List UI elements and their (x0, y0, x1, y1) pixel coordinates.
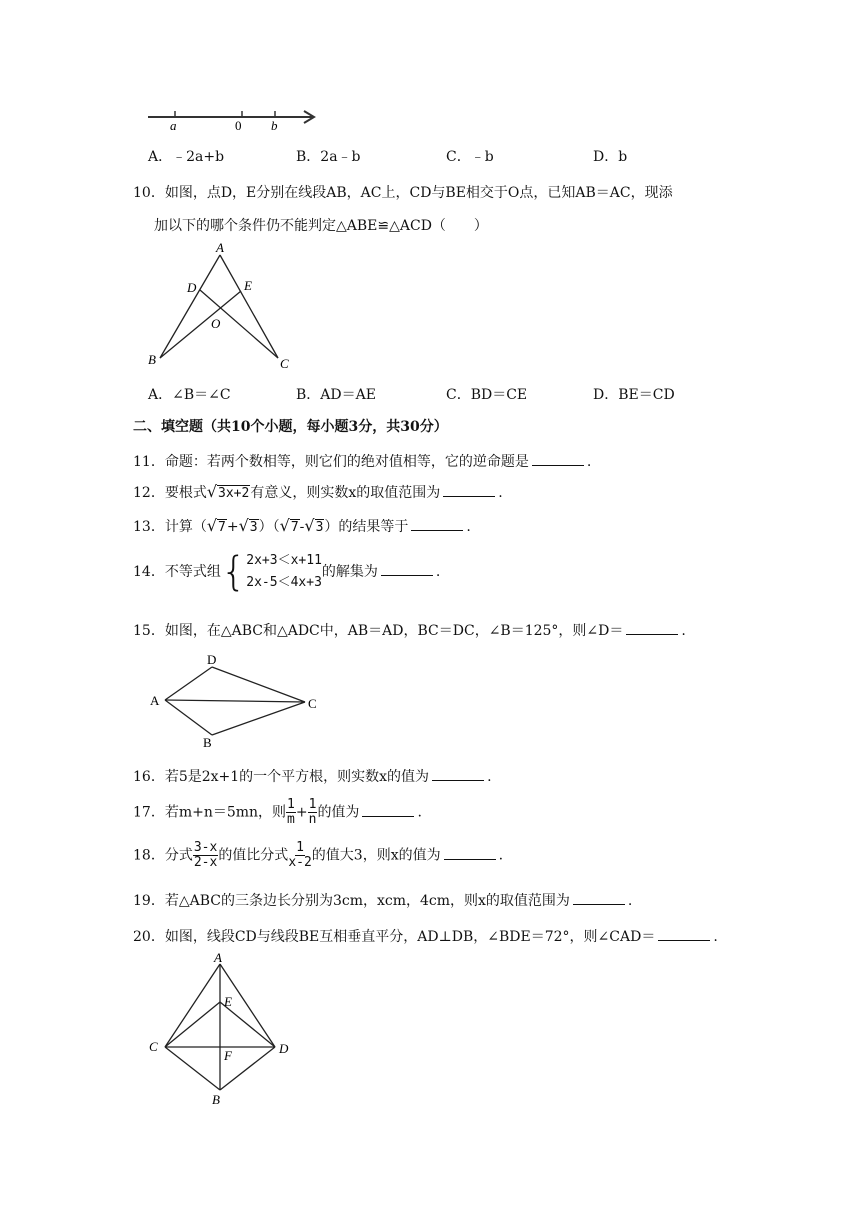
q18-mid: 的值比分式 (218, 847, 289, 864)
q9-option-b: B．2a﹣b (296, 149, 361, 165)
q10-triangle-figure (140, 240, 300, 375)
q16-text: 16．若5是2x+1的一个平方根，则实数x的值为 (133, 769, 430, 785)
q18-n1: 3-x (193, 840, 218, 855)
q12-end: . (498, 485, 503, 501)
q11-end: . (586, 454, 592, 470)
numberline-label-b: b (271, 118, 278, 133)
q19-end: . (627, 893, 633, 909)
q20-label-a: A (214, 952, 222, 965)
q18-end: . (498, 847, 504, 864)
q15-label-d: D (207, 652, 217, 667)
q10-line1: 10．如图，点D，E分别在线段AB，AC上，CD与BE相交于O点，已知AB＝AC，现添 (133, 185, 673, 201)
q12 (133, 482, 503, 502)
q17-end: . (417, 804, 422, 821)
q14-post: 的解集为 (321, 564, 378, 580)
q18-fraction-1 (193, 841, 218, 870)
q14-end: . (435, 564, 441, 580)
radical-sign: √ (238, 516, 249, 535)
q13-mid: ）（ (258, 519, 280, 535)
q10-label-b: B (148, 352, 156, 367)
q15-label-a: A (150, 693, 160, 708)
q19 (133, 890, 632, 910)
q19-text: 19．若△ABC的三条边长分别为3cm，xcm，4cm，则x的取值范围为 (133, 893, 570, 909)
q13-pre: 13．计算（ (133, 519, 207, 535)
q16-end: . (487, 769, 492, 785)
q14-pre: 14．不等式组 (133, 564, 221, 580)
q17-n2: 1 (308, 797, 317, 812)
q18-fraction-2 (288, 841, 311, 870)
q14-row2: 2x-5＜4x+3 (246, 575, 322, 590)
numberline-label-0: 0 (235, 118, 242, 133)
q20-label-b: B (212, 1092, 220, 1107)
q18-d2: x-2 (288, 855, 312, 870)
q17 (133, 798, 422, 827)
q14 (133, 550, 440, 594)
q20-label-f: F (224, 1048, 232, 1063)
q13-r4: 3 (315, 520, 324, 535)
q17-d2: n (308, 812, 317, 827)
q15 (133, 620, 686, 640)
q10-label-d: D (187, 280, 197, 295)
q18-answer-blank (444, 847, 496, 860)
q9-option-c: C．﹣b (446, 149, 494, 165)
q11-text: 11．命题：若两个数相等，则它们的绝对值相等，它的逆命题是 (133, 454, 529, 470)
q13-minus: - (299, 519, 305, 535)
q13-r1: 7 (218, 520, 226, 535)
q10-label-o: O (211, 316, 221, 331)
q19-answer-blank (573, 892, 625, 905)
q12-radicand: 3x+2 (218, 486, 250, 501)
q17-n1: 1 (287, 797, 295, 812)
q13-r3: 7 (290, 520, 299, 535)
q15-answer-blank (626, 622, 678, 635)
q9-option-a: A．﹣2a+b (148, 149, 225, 165)
q20-kite-figure (140, 952, 300, 1107)
q20-label-d: D (279, 1041, 289, 1056)
q17-pre: 17．若m+n＝5mn，则 (133, 804, 287, 821)
q10-label-c: C (280, 356, 289, 371)
q17-answer-blank (362, 804, 414, 817)
q13 (133, 516, 471, 536)
radical-sign: √ (304, 516, 315, 535)
q20-label-c: C (149, 1039, 158, 1054)
q20-label-e: E (224, 994, 232, 1009)
brace-icon: { (220, 549, 247, 595)
q18-pre: 18．分式 (133, 847, 193, 864)
q18-post: 的值大3，则x的值为 (311, 847, 441, 864)
q9-option-d: D．b (593, 149, 628, 165)
q15-end: . (681, 623, 686, 639)
q20-answer-blank (658, 928, 710, 941)
numberline-label-a: a (170, 118, 177, 133)
q10-label-e: E (244, 278, 252, 293)
q14-answer-blank (381, 563, 433, 576)
inequality-system (221, 550, 322, 594)
q20 (133, 926, 718, 946)
q10-label-a: A (216, 240, 224, 255)
q11 (133, 451, 591, 471)
q15-label-c: C (308, 696, 317, 711)
q17-fraction-2 (308, 798, 318, 827)
q18 (133, 841, 503, 870)
q15-text: 15．如图，在△ABC和△ADC中，AB＝AD，BC＝DC，∠B＝125°，则∠D＝ (133, 623, 624, 639)
q10-line2: 加以下的哪个条件仍不能判定△ABE≌△ACD（ ） (154, 218, 488, 234)
q17-plus: + (295, 804, 308, 821)
q13-plus: + (226, 519, 239, 535)
q20-text: 20．如图，线段CD与线段BE互相垂直平分，AD⊥DB，∠BDE＝72°，则∠CAD＝ (133, 929, 656, 945)
q12-answer-blank (443, 484, 495, 497)
radical-sign: √ (279, 516, 290, 535)
radical-sign: √ (206, 482, 218, 501)
q16-answer-blank (432, 768, 484, 781)
q13-r2: 3 (249, 520, 258, 535)
q10-option-d: D．BE＝CD (593, 387, 675, 403)
q10-option-c: C．BD＝CE (446, 387, 528, 403)
radical-sign: √ (206, 516, 218, 535)
q13-answer-blank (411, 518, 463, 531)
q17-post: 的值为 (317, 804, 360, 821)
q13-post: ）的结果等于 (324, 519, 409, 535)
q10-option-a: A．∠B＝∠C (148, 387, 231, 403)
q11-answer-blank (532, 453, 584, 466)
q12-post: 有意义，则实数x的取值范围为 (250, 485, 441, 501)
section2-title: 二、填空题（共10个小题，每小题3分，共30分） (133, 419, 448, 435)
q15-quadrilateral-figure (140, 648, 340, 753)
q18-d1: 2-x (193, 855, 218, 870)
q17-d1: m (287, 812, 295, 827)
q18-n2: 1 (296, 840, 304, 855)
number-line-figure (140, 100, 330, 140)
q14-row1: 2x+3＜x+11 (246, 553, 322, 568)
q10-option-b: B．AD＝AE (296, 387, 376, 403)
q12-pre: 12．要根式 (133, 485, 207, 501)
q15-label-b: B (203, 735, 212, 750)
q17-fraction-1 (286, 798, 296, 827)
q20-end: . (713, 929, 718, 945)
q13-end: . (466, 519, 471, 535)
q16 (133, 766, 492, 786)
